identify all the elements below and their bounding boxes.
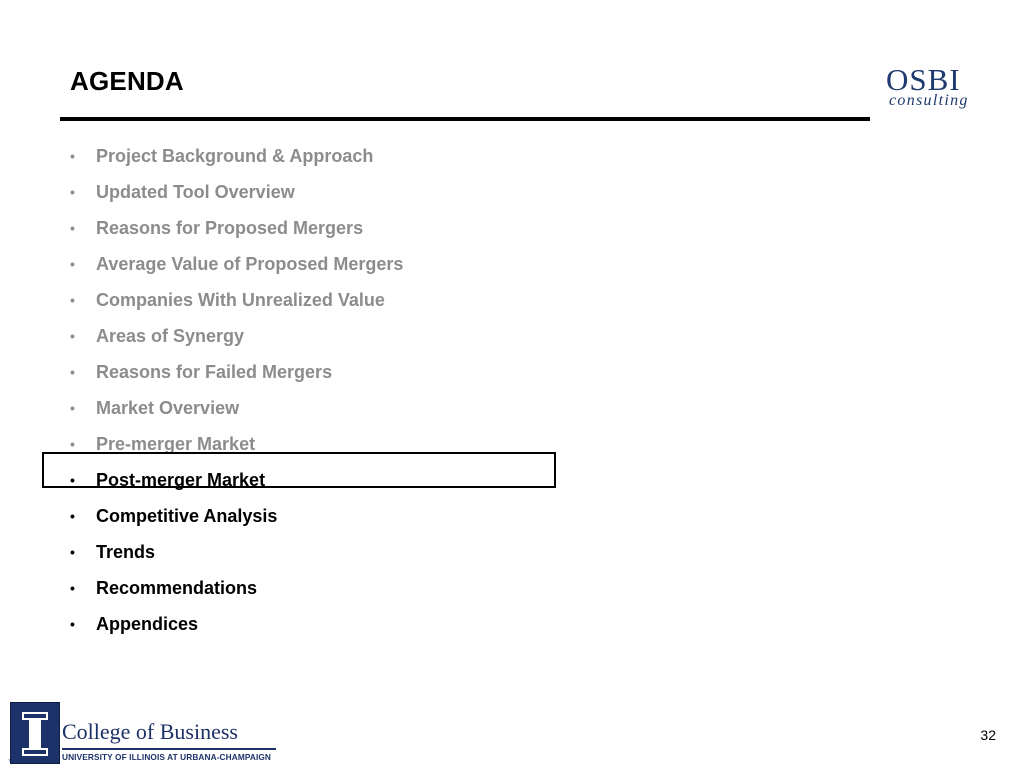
osbi-consulting-logo [884, 64, 978, 112]
bullet-icon: • [70, 184, 75, 200]
osbi-logo-wordmark: OSBI [886, 62, 961, 97]
agenda-item [70, 354, 403, 390]
agenda-item-label: Reasons for Proposed Mergers [96, 217, 364, 238]
agenda-item-label: Market Overview [96, 397, 240, 418]
slide-title: AGENDA [70, 66, 184, 96]
agenda-item-label: Trends [96, 541, 156, 562]
bullet-icon: • [70, 292, 75, 308]
agenda-item [70, 210, 403, 246]
trademark-mark: TM [8, 758, 14, 763]
college-name: College of Business [62, 719, 238, 744]
agenda-item [70, 498, 403, 534]
bullet-icon: • [70, 400, 75, 416]
bullet-icon: • [70, 148, 75, 164]
bullet-icon: • [70, 616, 75, 632]
agenda-item-label: Post-merger Market [96, 469, 266, 490]
agenda-item-label: Recommendations [96, 577, 258, 598]
agenda-item [70, 318, 403, 354]
bullet-icon: • [70, 256, 75, 272]
bullet-icon: • [70, 580, 75, 596]
agenda-item [70, 606, 403, 642]
agenda-item-label: Competitive Analysis [96, 505, 278, 526]
bullet-icon: • [70, 220, 75, 236]
agenda-item [70, 246, 403, 282]
bullet-icon: • [70, 436, 75, 452]
agenda-item-label: Pre-merger Market [96, 433, 256, 454]
agenda-item [70, 534, 403, 570]
agenda-item [70, 282, 403, 318]
agenda-item-label: Reasons for Failed Mergers [96, 361, 333, 382]
bullet-icon: • [70, 544, 75, 560]
agenda-item [70, 570, 403, 606]
agenda-item-label: Appendices [96, 613, 199, 634]
title-divider [60, 117, 870, 121]
logo-divider [62, 748, 276, 750]
agenda-item [70, 138, 403, 174]
agenda-item-label: Average Value of Proposed Mergers [96, 253, 404, 274]
block-i-icon [10, 702, 60, 764]
bullet-icon: • [70, 472, 75, 488]
bullet-icon: • [70, 508, 75, 524]
agenda-item [70, 174, 403, 210]
osbi-logo-tagline: consulting [889, 92, 969, 109]
current-section-highlight [42, 452, 556, 488]
bullet-icon: • [70, 364, 75, 380]
bullet-icon: • [70, 328, 75, 344]
agenda-item-label: Project Background & Approach [96, 145, 374, 166]
agenda-list [70, 138, 403, 642]
university-name: UNIVERSITY OF ILLINOIS AT URBANA-CHAMPAIGN [62, 752, 272, 762]
agenda-item-label: Updated Tool Overview [96, 181, 295, 202]
agenda-item [70, 390, 403, 426]
page-number: 32 [980, 727, 996, 743]
college-of-business-logo [8, 700, 280, 764]
agenda-item-label: Companies With Unrealized Value [96, 289, 385, 310]
agenda-item-label: Areas of Synergy [96, 325, 245, 346]
